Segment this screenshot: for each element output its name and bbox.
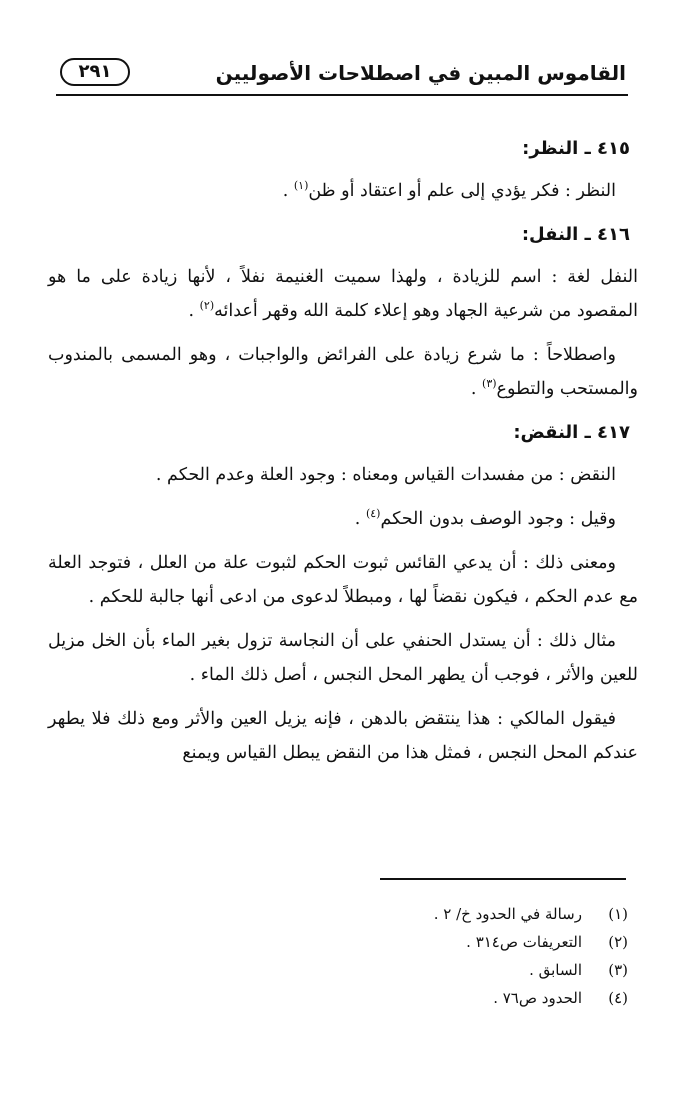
page-number-badge: ٢٩١ [60,58,130,86]
footnote-text: رسالة في الحدود خ/ ٢ . [433,905,582,923]
footnote-ref: (٢) [199,299,215,313]
footnote-text: السابق . [529,961,582,979]
paragraph [48,458,638,492]
paragraph-text: النقض : من مفسدات القياس ومعناه : وجود العلة وعدم الحكم . [155,465,616,485]
paragraph [48,174,638,208]
header-divider [56,94,628,96]
footnote-ref: (٤) [365,507,381,521]
paragraph-end: . [470,379,483,399]
paragraph-end: . [282,181,294,201]
paragraph [48,260,638,328]
paragraph-end: . [188,301,200,321]
paragraph [48,702,638,770]
entry-heading: ٤١٥ ـ النظر: [522,138,630,159]
main-text [48,132,638,780]
paragraph-text: وقيل : وجود الوصف بدون الحكم [380,509,616,529]
paragraph-text: النظر : فكر يؤدي إلى علم أو اعتقاد أو ظن [308,181,616,201]
paragraph-text: مثال ذلك : أن يستدل الحنفي على أن النجاسة تزول بغير الماء بأن الخل مزيل للعين والأثر ، فوجب أن يطهر المحل النجس ، أصل ذلك الماء . [48,631,638,685]
paragraph [48,546,638,614]
footnote-text: الحدود ص٧٦ . [493,989,582,1007]
running-header-title: القاموس المبين في اصطلاحات الأصوليين [215,61,626,85]
footnote-text: التعريفات ص٣١٤ . [466,933,582,951]
paragraph [48,624,638,692]
footnotes [68,900,628,1012]
footnote-ref: (١) [293,179,309,193]
footnote-number: (١) [608,905,628,923]
footnote [68,900,628,928]
paragraph-text: النفل لغة : اسم للزيادة ، ولهذا سميت الغنيمة نفلاً ، لأنها زيادة على ما هو المقصود من شرعية الجهاد وهو إعلاء كلمة الله وقهر أعدائه [48,267,638,321]
footnote [68,984,628,1012]
footnote-divider [380,878,626,880]
paragraph [48,502,638,536]
paragraph-text: ومعنى ذلك : أن يدعي القائس ثبوت الحكم لثبوت علة من العلل ، فتوجد العلة مع عدم الحكم ، فيكون نقضاً لها ، ومبطلاً لدعوى من ادعى أنها جالبة للحكم . [48,553,638,607]
entry-heading: ٤١٧ ـ النقض: [513,422,630,443]
footnote-number: (٤) [608,989,628,1007]
footnote-ref: (٣) [482,377,497,391]
footnote-number: (٣) [608,961,628,979]
footnote-number: (٢) [608,933,628,951]
entry-heading: ٤١٦ ـ النفل: [521,224,630,245]
footnote [68,928,628,956]
paragraph-text: فيقول المالكي : هذا ينتقض بالدهن ، فإنه يزيل العين والأثر ومع ذلك فلا يطهر عندكم المحل النجس ، فمثل هذا من النقض يبطل القياس ويمنع [48,709,638,763]
footnote [68,956,628,984]
paragraph [48,338,638,406]
paragraph-end: . [354,509,366,529]
paragraph-text: واصطلاحاً : ما شرع زيادة على الفرائض والواجبات ، وهو المسمى بالمندوب والمستحب والتطوع [48,345,638,399]
